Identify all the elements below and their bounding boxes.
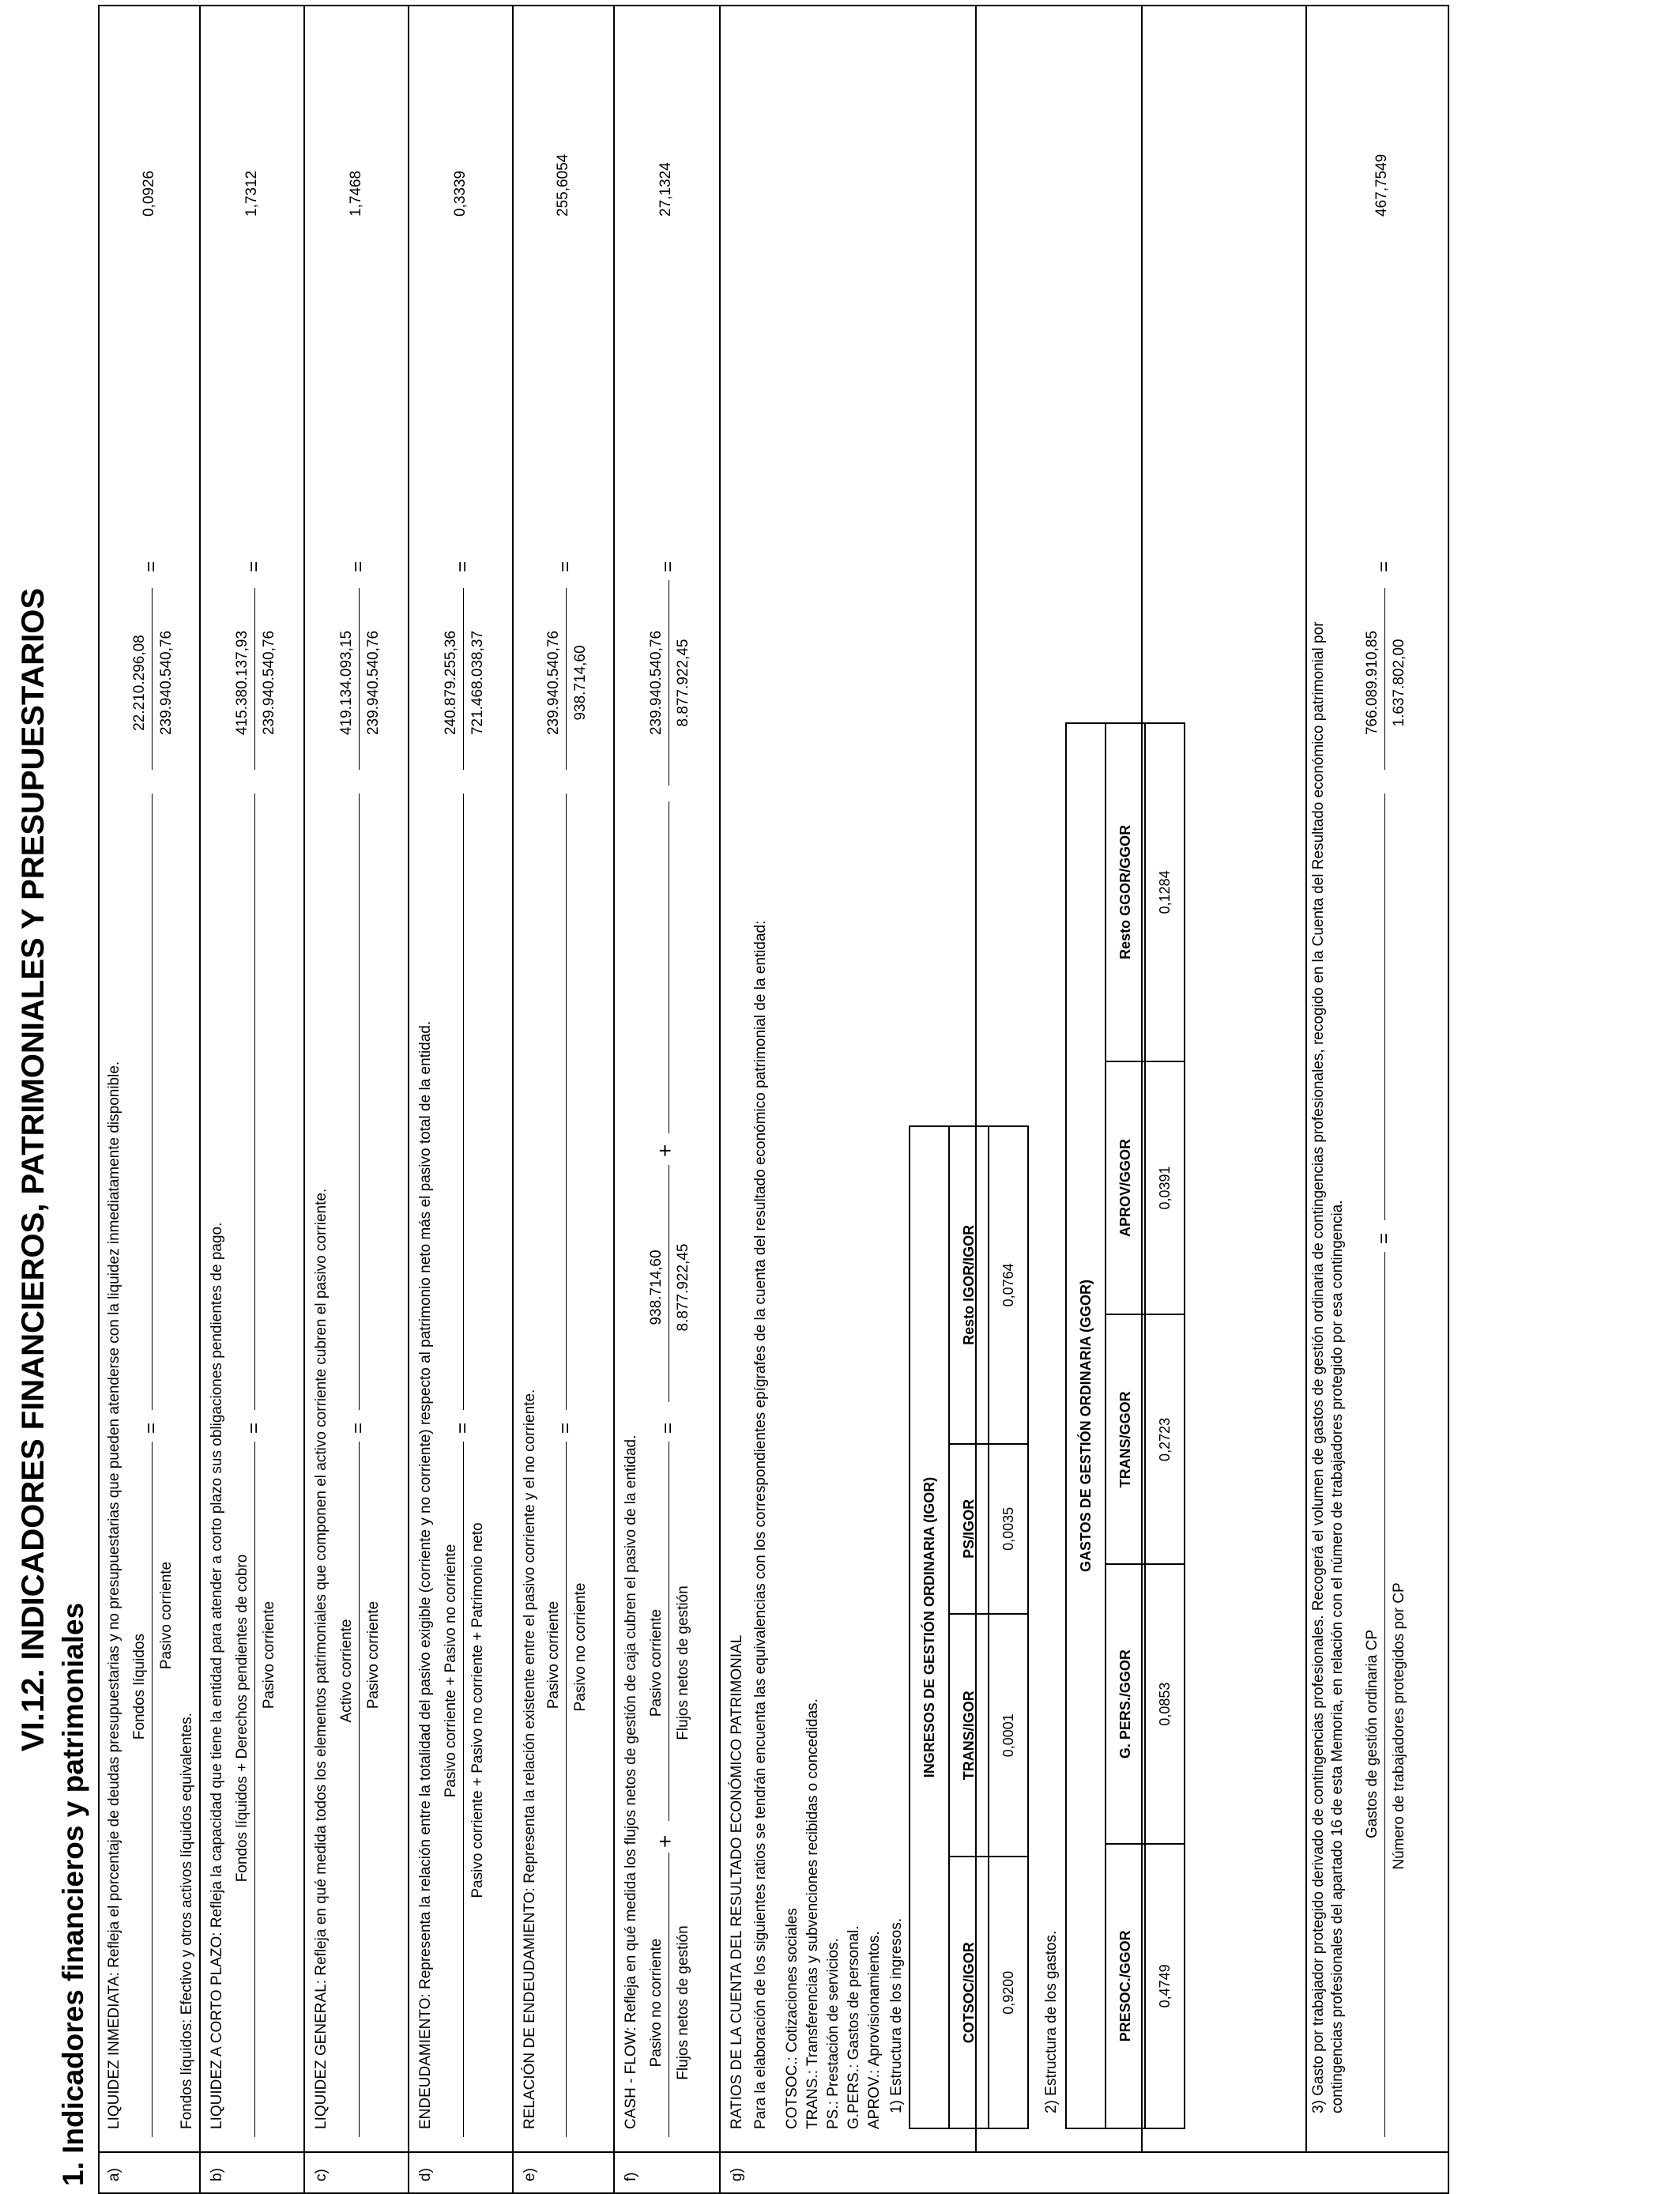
row-divider [613, 6, 615, 2192]
e-value-bar [566, 794, 567, 1410]
e-num-label: Pasivo corriente [545, 1600, 562, 1710]
ingresos-header-resto: Resto IGOR/IGOR [949, 1126, 989, 1444]
e-num-value: 239.940.540,76 [545, 630, 562, 736]
row-divider [512, 6, 514, 2192]
ingresos-label: 1) Estructura de los ingresos. [888, 1917, 905, 2113]
indicators-table [98, 5, 1449, 2194]
gastos-label: 2) Estructura de los gastos. [1043, 1930, 1060, 2113]
a-value-fraction-bar [152, 588, 153, 770]
page-title: VI.12. INDICADORES FINANCIEROS, PATRIMONIALES Y PRESUPUESTARIOS [16, 587, 51, 1751]
f-den1-label: Flujos netos de gestión [675, 1925, 691, 2080]
f-result: 27,1324 [657, 162, 674, 217]
cp-line-2: contingencias profesionales del apartado 16 de esta Memoria, en relación con el número de trabajadores protegido por esa contingencia. [1329, 1200, 1346, 2113]
b-num-value: 415.380.137,93 [234, 630, 250, 736]
g-intro: Para la elaboración de los siguientes ratios se tendrán encuenta las equivalencias con los correspondientes epígrafes de la cuenta del resultado económico patrimonial de la entidad: [752, 920, 769, 2129]
ingresos-value-trans: 0,0001 [989, 1614, 1028, 1857]
letter-column [100, 2151, 1448, 2192]
letter-g: g) [729, 2168, 745, 2181]
d-description: ENDEUDAMIENTO: Representa la relación entre la totalidad del pasivo exigible (corriente y no corriente) respecto al patrimonio neto más el pasivo total de la entidad. [417, 1020, 434, 2129]
ingresos-caption: INGRESOS DE GESTIÓN ORDINARIA (IGOR) [910, 1126, 949, 2128]
c-equals-2: = [348, 560, 369, 572]
f-num2-value: 239.940.540,76 [648, 630, 665, 736]
b-den-label: Pasivo corriente [261, 1600, 277, 1710]
c-equals: = [348, 1422, 369, 1434]
b-num-label: Fondos líquidos + Derechos pendientes de cobro [234, 1554, 250, 1883]
cp-fraction-bar [1384, 1252, 1385, 2137]
f-den1-value: 8.877.922,45 [675, 1243, 691, 1332]
row-divider [408, 6, 409, 2192]
letter-f: f) [623, 2172, 639, 2181]
ingresos-header-cotsoc: COTSOC/IGOR [949, 1857, 989, 2128]
d-result: 0,3339 [452, 170, 469, 217]
d-equals-2: = [452, 560, 473, 572]
cp-den-label: Número de trabajadores protegidos por CP [1391, 1582, 1407, 1870]
ingresos-value-resto: 0,0764 [989, 1126, 1028, 1444]
ingresos-table [909, 1125, 1029, 2129]
ingresos-header-trans: TRANS/IGOR [949, 1614, 989, 1857]
a-value-bar [152, 794, 153, 1410]
d-num-label: Pasivo corriente + Pasivo no corriente [443, 1544, 459, 1798]
a-num-value: 22.210.296,08 [131, 635, 148, 731]
b-result: 1,7312 [243, 170, 260, 217]
gastos-value-presoc: 0,4749 [1145, 1844, 1185, 2128]
f-num1-label: Pasivo no corriente [648, 1938, 665, 2068]
cp-value-bar [1384, 794, 1385, 1220]
row-divider [1305, 6, 1307, 2153]
gastos-value-resto: 0,1284 [1145, 723, 1185, 1061]
c-num-label: Activo corriente [338, 1619, 355, 1723]
f-den2-label: Flujos netos de gestión [675, 1585, 691, 1740]
letter-d: d) [417, 2168, 434, 2181]
gastos-header-gpers: G. PERS./GGOR [1106, 1564, 1145, 1843]
gastos-caption: GASTOS DE GESTIÓN ORDINARIA (GGOR) [1066, 723, 1106, 2128]
e-result: 255,6054 [555, 153, 571, 217]
d-equals: = [452, 1422, 473, 1434]
d-fraction-bar [463, 1442, 464, 2137]
d-num-value: 240.879.255,36 [443, 630, 459, 736]
gastos-value-trans: 0,2723 [1145, 1314, 1185, 1564]
ingresos-value-cotsoc: 0,9200 [989, 1857, 1028, 2128]
cp-equals-2: = [1373, 560, 1395, 572]
ingresos-value-ps: 0,0035 [989, 1444, 1028, 1614]
gastos-table [1065, 722, 1185, 2129]
cp-line-1: 3) Gasto por trabajador protegido derivado de contingencias profesionales. Recogerá el volumen de gastos de gestión ordinaria de contingencias profesionales, recogido en la Cuenta del Resultado económico patrimonial por [1310, 621, 1327, 2113]
c-value-bar [359, 794, 360, 1410]
cp-value-fraction-bar [1384, 588, 1385, 770]
a-equals-2: = [141, 560, 162, 572]
f-description: CASH - FLOW: Refleja en qué medida los flujos netos de gestión de caja cubren el pasivo de la entidad. [623, 1434, 639, 2129]
a-description: LIQUIDEZ INMEDIATA: Refleja el porcentaje de deudas presupuestarias y no presupuestarias que pueden atenderse con la liquidez inmediatamente disponible. [106, 1061, 122, 2129]
g-abbr-trans: TRANS.: Transferencias y subvenciones recibidas o concedidas. [804, 1698, 821, 2129]
b-equals-2: = [243, 560, 265, 572]
a-equals: = [141, 1422, 162, 1434]
gastos-value-aprov: 0,0391 [1145, 1061, 1185, 1315]
row-divider [303, 6, 305, 2192]
f-num2-label: Pasivo corriente [648, 1608, 665, 1717]
row-divider [719, 6, 721, 2192]
cp-equals: = [1373, 1232, 1395, 1244]
b-value-fraction-bar [254, 588, 255, 770]
a-note: Fondos líquidos: Efectivo y otros activos líquidos equivalentes. [179, 1712, 195, 2129]
letter-a: a) [106, 2168, 122, 2181]
e-equals: = [555, 1422, 576, 1434]
e-value-fraction-bar [566, 588, 567, 770]
g-abbr-ps: PS.: Prestación de servicios. [825, 1938, 842, 2129]
cp-den-value: 1.637.802,00 [1391, 639, 1407, 727]
c-num-value: 419.134.093,15 [338, 630, 355, 736]
c-den-value: 239.940.540,76 [365, 630, 382, 736]
cp-result: 467,7549 [1373, 153, 1390, 217]
g-heading: RATIOS DE LA CUENTA DEL RESULTADO ECONÓMICO PATRIMONIAL [729, 1634, 745, 2129]
g-abbr-gpers: G.PERS.: Gastos de personal. [846, 1925, 862, 2129]
a-den-value: 239.940.540,76 [158, 630, 175, 736]
gastos-value-gpers: 0,0853 [1145, 1564, 1185, 1843]
e-description: RELACIÓN DE ENDEUDAMIENTO: Representa la relación existente entre el pasivo corriente y el no corriente. [522, 1389, 538, 2129]
d-den-value: 721.468.038,37 [469, 630, 486, 736]
gastos-header-resto: Resto GGOR/GGOR [1106, 723, 1145, 1061]
b-value-bar [254, 794, 255, 1410]
e-equals-2: = [555, 560, 576, 572]
c-den-label: Pasivo corriente [365, 1600, 382, 1710]
b-description: LIQUIDEZ A CORTO PLAZO: Refleja la capacidad que tiene la entidad para atender a corto plazo sus obligaciones pendientes de pago. [209, 1222, 225, 2129]
f-plus: + [653, 1834, 677, 1848]
gastos-header-aprov: APROV/GGOR [1106, 1061, 1145, 1315]
b-den-value: 239.940.540,76 [261, 630, 277, 736]
a-num-label: Fondos líquidos [131, 1633, 148, 1740]
section-subtitle: 1. Indicadores financieros y patrimoniales [57, 1602, 89, 2186]
f-num1-value: 938.714,60 [648, 1250, 665, 1325]
f-equals-2: = [657, 560, 679, 572]
c-value-fraction-bar [359, 588, 360, 770]
e-den-value: 938.714,60 [572, 645, 589, 721]
letter-e: e) [522, 2168, 538, 2181]
row-divider [199, 6, 201, 2192]
f-plus-2: + [653, 1144, 677, 1157]
gastos-header-trans: TRANS/GGOR [1106, 1314, 1145, 1564]
g-abbr-aprov: APROV.: Aprovisionamientos. [866, 1931, 883, 2129]
b-fraction-bar [254, 1442, 255, 2137]
a-den-label: Pasivo corriente [158, 1561, 175, 1670]
b-equals: = [243, 1422, 265, 1434]
d-den-label: Pasivo corriente + Pasivo no corriente + Patrimonio neto [469, 1522, 486, 1898]
c-fraction-bar [359, 1442, 360, 2137]
c-result: 1,7468 [348, 170, 364, 217]
cp-num-value: 766.089.910,85 [1364, 630, 1381, 736]
letter-c: c) [313, 2169, 330, 2181]
e-fraction-bar [566, 1442, 567, 2137]
gastos-header-presoc: PRESOC./GGOR [1106, 1844, 1145, 2128]
e-den-label: Pasivo no corriente [572, 1582, 589, 1712]
a-result: 0,0926 [141, 170, 157, 217]
cp-num-label: Gastos de gestión ordinaria CP [1364, 1629, 1381, 1839]
g-abbr-cotsoc: COTSOC.: Cotizaciones sociales [784, 1908, 800, 2129]
f-den2-value: 8.877.922,45 [675, 639, 691, 727]
letter-b: b) [209, 2168, 225, 2181]
d-value-fraction-bar [463, 588, 464, 770]
ingresos-header-ps: PS/IGOR [949, 1444, 989, 1614]
f-equals: = [657, 1422, 679, 1434]
c-description: LIQUIDEZ GENERAL: Refleja en qué medida todos los elementos patrimoniales que componen el activo corriente cubren el pasivo corriente. [313, 1188, 330, 2129]
a-fraction-bar [152, 1442, 153, 2137]
d-value-bar [463, 794, 464, 1410]
